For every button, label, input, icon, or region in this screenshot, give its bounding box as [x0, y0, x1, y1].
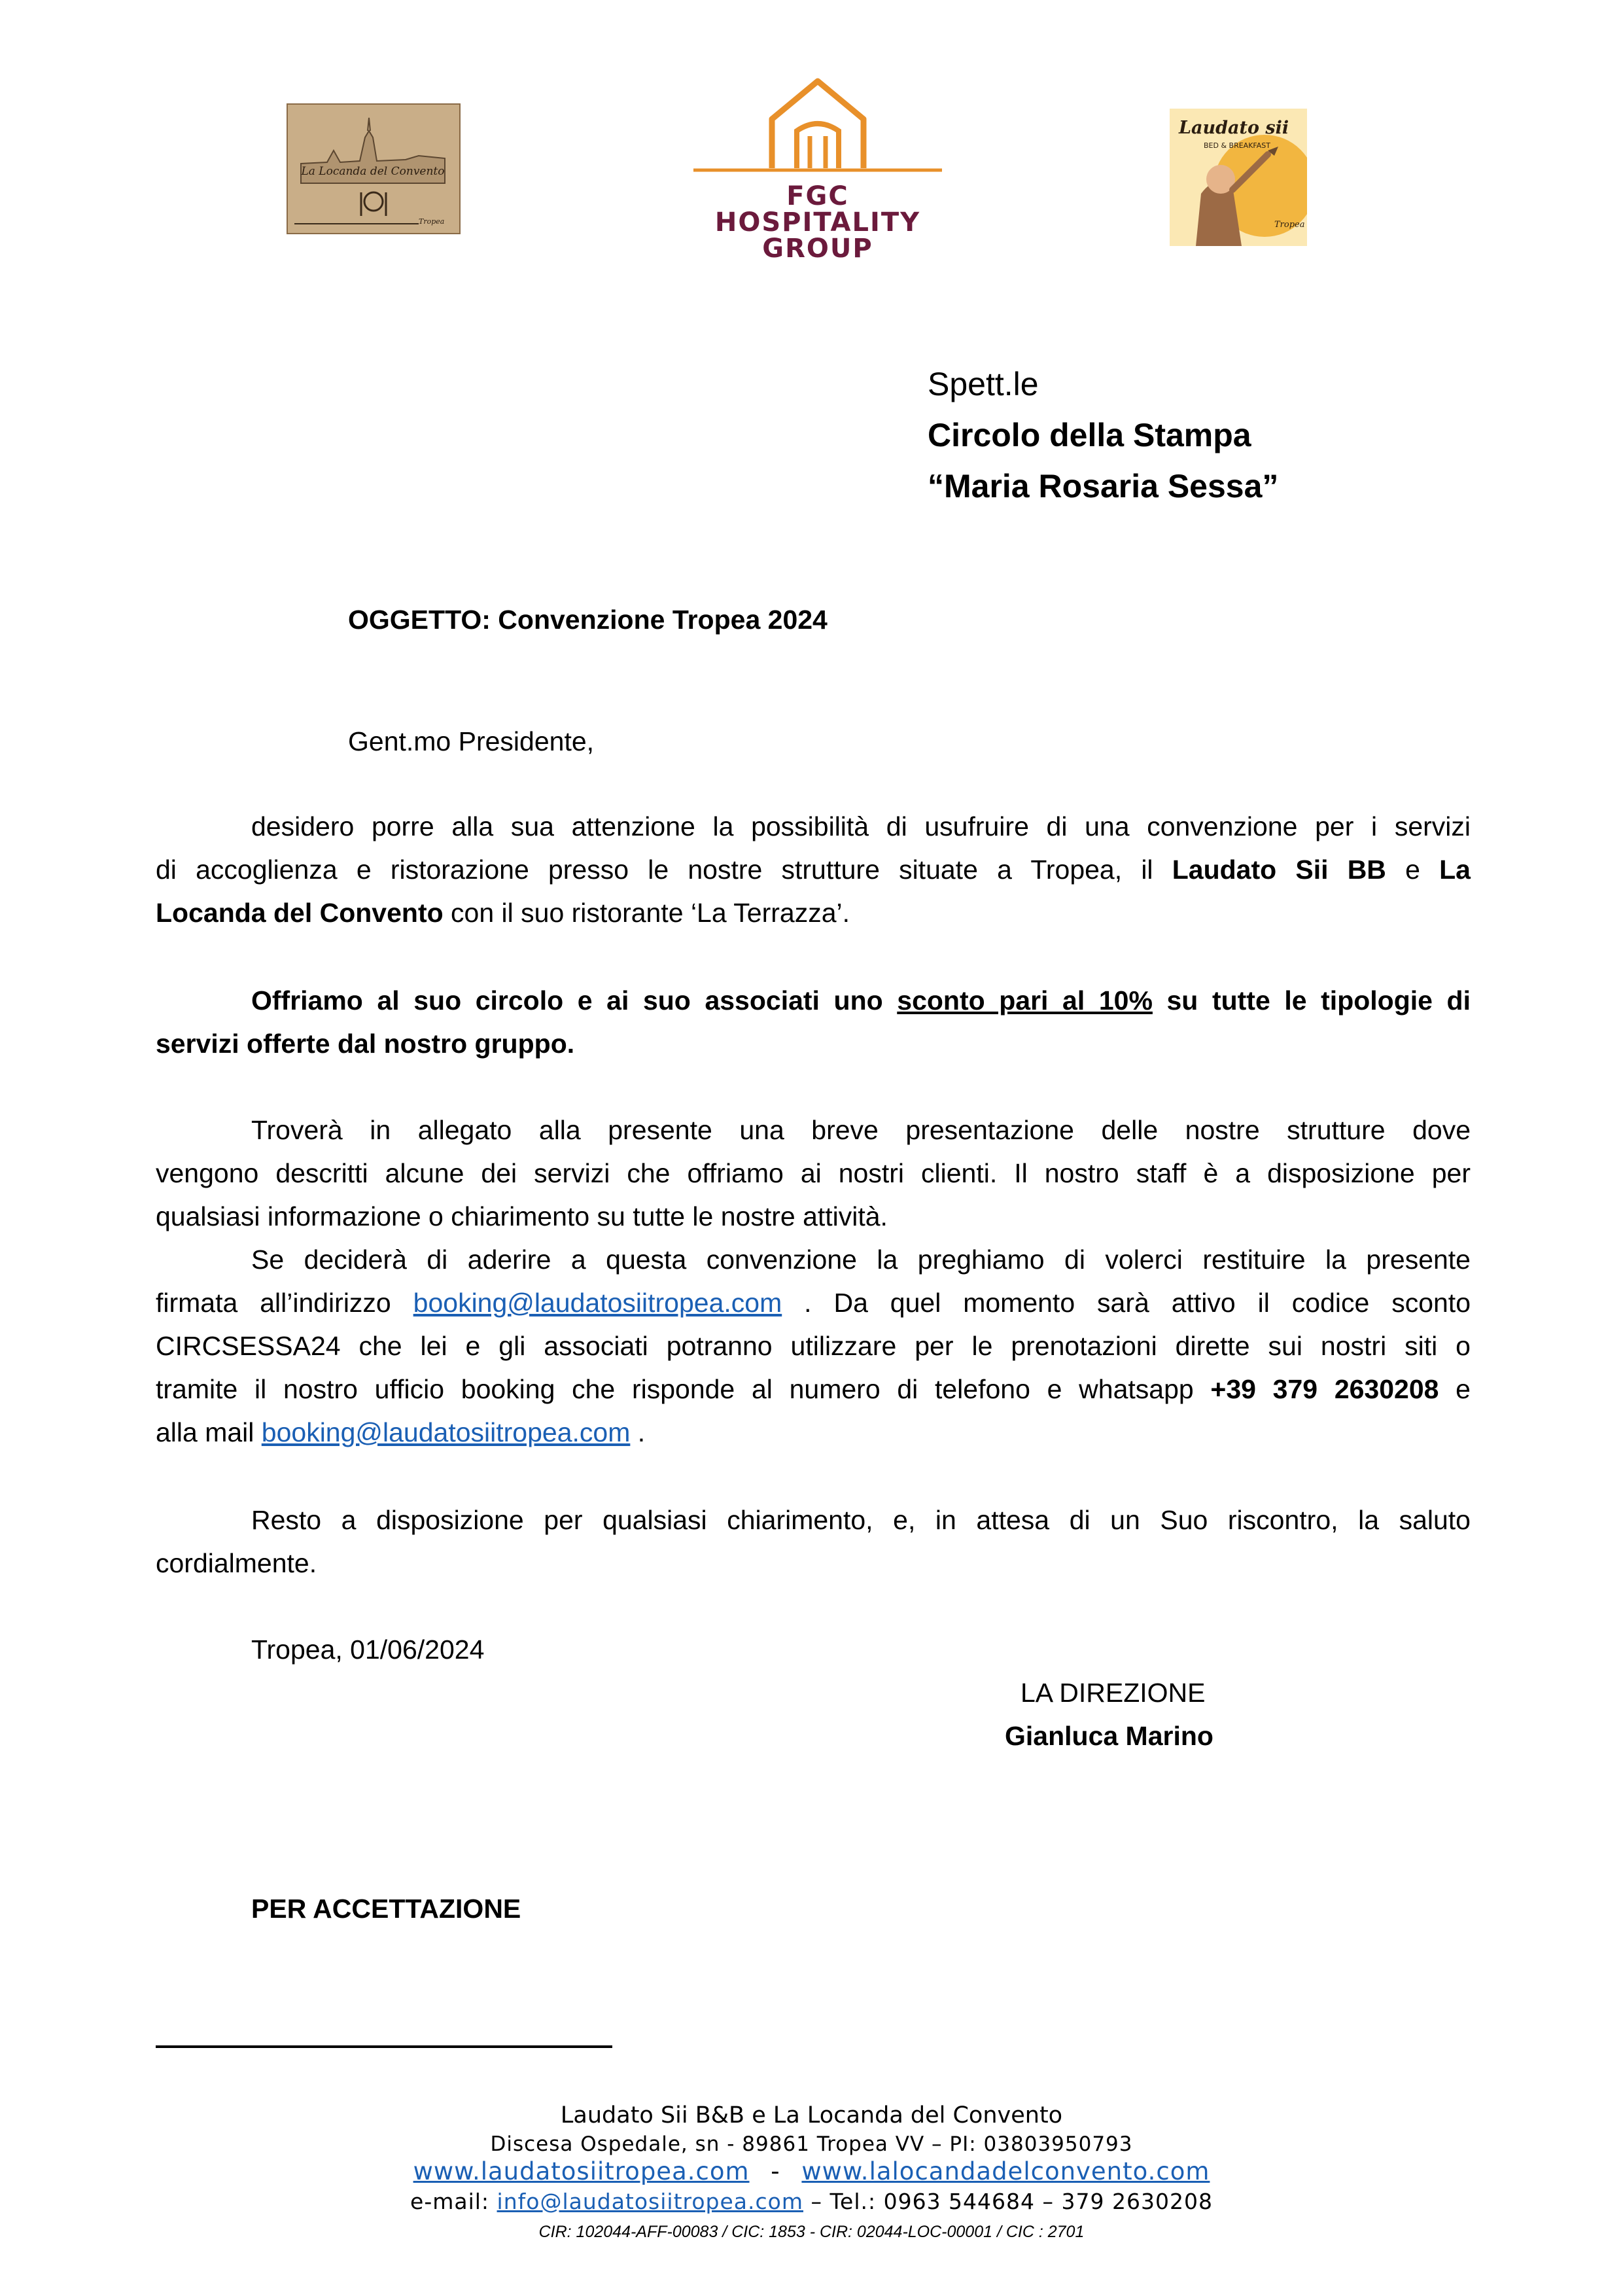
locanda-logo-text: La Locanda del Convento — [301, 165, 445, 178]
text-line: cordialmente. — [156, 1548, 317, 1578]
recipient-name: Circolo della Stampa — [928, 417, 1251, 453]
text-line: Resto a disposizione per qualsiasi chiarimento, e, in attesa di un Suo riscontro, la saluto — [251, 1505, 1471, 1535]
text-line: Se deciderà di aderire a questa convenzione la preghiamo di volerci restituire la presente — [251, 1245, 1471, 1275]
text-line: Troverà in allegato alla presente una breve presentazione delle nostre strutture dove — [251, 1115, 1471, 1145]
text-line: desidero porre alla sua attenzione la possibilità di usufruire di una convenzione per i servizi — [251, 811, 1471, 841]
text-line: qualsiasi informazione o chiarimento su tutte le nostre attività. — [156, 1201, 888, 1231]
greeting: Gent.mo Presidente, — [348, 726, 595, 756]
text-line — [156, 1281, 1471, 1324]
text-line — [156, 1411, 1471, 1454]
text-line — [156, 891, 1471, 934]
laudato-sii-place: Tropea — [1274, 220, 1305, 230]
booking-email-link[interactable]: booking@laudatosiitropea.com — [261, 1417, 631, 1447]
text-span: su tutte le tipologie di — [1152, 985, 1471, 1016]
fgc-logo-line: HOSPITALITY — [714, 207, 921, 238]
recipient-block — [928, 359, 1278, 512]
signature-role: LA DIREZIONE — [1021, 1678, 1206, 1708]
text-span: Offriamo al suo circolo e ai suo associati uno — [251, 985, 898, 1016]
footer-company: Laudato Sii B&B e La Locanda del Convento — [560, 2102, 1063, 2128]
text-line — [156, 848, 1471, 891]
laudato-sii-title: Laudato sii — [1179, 118, 1289, 138]
fgc-logo-line: FGC — [786, 181, 849, 211]
text-span: . Da quel momento sarà attivo il codice sconto — [782, 1288, 1471, 1318]
email-label: e-mail: — [410, 2189, 497, 2214]
paragraph-intro — [156, 805, 1471, 934]
text-span: . — [630, 1417, 646, 1447]
fgc-logo-text — [690, 183, 945, 262]
locanda-logo — [287, 103, 461, 234]
paragraph-closing — [156, 1498, 1471, 1585]
website-link-laudato[interactable]: www.laudatosiitropea.com — [413, 2157, 750, 2185]
text-line: servizi offerte dal nostro gruppo. — [156, 1029, 575, 1059]
paragraph-instructions — [156, 1238, 1471, 1454]
text-span: e — [1386, 855, 1440, 885]
signature-name: Gianluca Marino — [1005, 1721, 1213, 1751]
text-line: CIRCSESSA24 che lei e gli associati potranno utilizzare per le prenotazioni dirette sui nostri siti o — [156, 1331, 1471, 1361]
paragraph-offer — [156, 979, 1471, 1065]
acceptance-label: PER ACCETTAZIONE — [251, 1894, 521, 1924]
phone-number: +39 379 2630208 — [1210, 1374, 1439, 1404]
website-link-locanda[interactable]: www.lalocandadelconvento.com — [801, 2157, 1210, 2185]
signature-line — [156, 2045, 612, 2048]
locanda-logo-subtext: Tropea — [419, 217, 445, 226]
info-email-link[interactable]: info@laudatosiitropea.com — [497, 2189, 803, 2214]
footer-websites — [0, 2157, 1623, 2186]
subject-line: OGGETTO: Convenzione Tropea 2024 — [348, 605, 828, 635]
text-span: firmata all’indirizzo — [156, 1288, 413, 1318]
footer-separator: - — [771, 2157, 780, 2185]
recipient-salutation: Spett.le — [928, 366, 1039, 402]
text-line — [156, 1368, 1471, 1411]
footer-contacts — [0, 2188, 1623, 2216]
text-line: vengono descritti alcune dei servizi che offriamo ai nostri clienti. Il nostro staff è a disposizione per — [156, 1158, 1471, 1188]
place-date: Tropea, 01/06/2024 — [251, 1634, 485, 1665]
paragraph-attachment — [156, 1108, 1471, 1238]
text-span: alla mail — [156, 1417, 262, 1447]
laudato-sii-subtitle: BED & BREAKFAST — [1204, 141, 1270, 150]
fgc-logo-line: GROUP — [762, 234, 873, 264]
text-line — [156, 979, 1471, 1022]
laudato-sii-logo — [1170, 109, 1307, 246]
footer-address: Discesa Ospedale, sn - 89861 Tropea VV – PI: 03803950793 — [490, 2132, 1133, 2156]
property-name: Locanda del Convento — [156, 898, 444, 928]
text-span: e — [1439, 1374, 1471, 1404]
text-span: con il suo ristorante ‘La Terrazza’. — [443, 898, 850, 928]
discount-highlight: sconto pari al 10% — [897, 985, 1153, 1016]
property-name: La — [1439, 855, 1471, 885]
footer-codes: CIR: 102044-AFF-00083 / CIC: 1853 - CIR: 02044-LOC-00001 / CIC : 2701 — [538, 2223, 1085, 2241]
footer-phone: – Tel.: 0963 544684 – 379 2630208 — [803, 2189, 1213, 2214]
text-span: tramite il nostro ufficio booking che risponde al numero di telefono e whatsapp — [156, 1374, 1211, 1404]
booking-email-link[interactable]: booking@laudatosiitropea.com — [413, 1288, 782, 1318]
recipient-name-quoted: “Maria Rosaria Sessa” — [928, 468, 1279, 504]
property-name: Laudato Sii BB — [1172, 855, 1386, 885]
text-span: di accoglienza e ristorazione presso le nostre strutture situate a Tropea, il — [156, 855, 1172, 885]
